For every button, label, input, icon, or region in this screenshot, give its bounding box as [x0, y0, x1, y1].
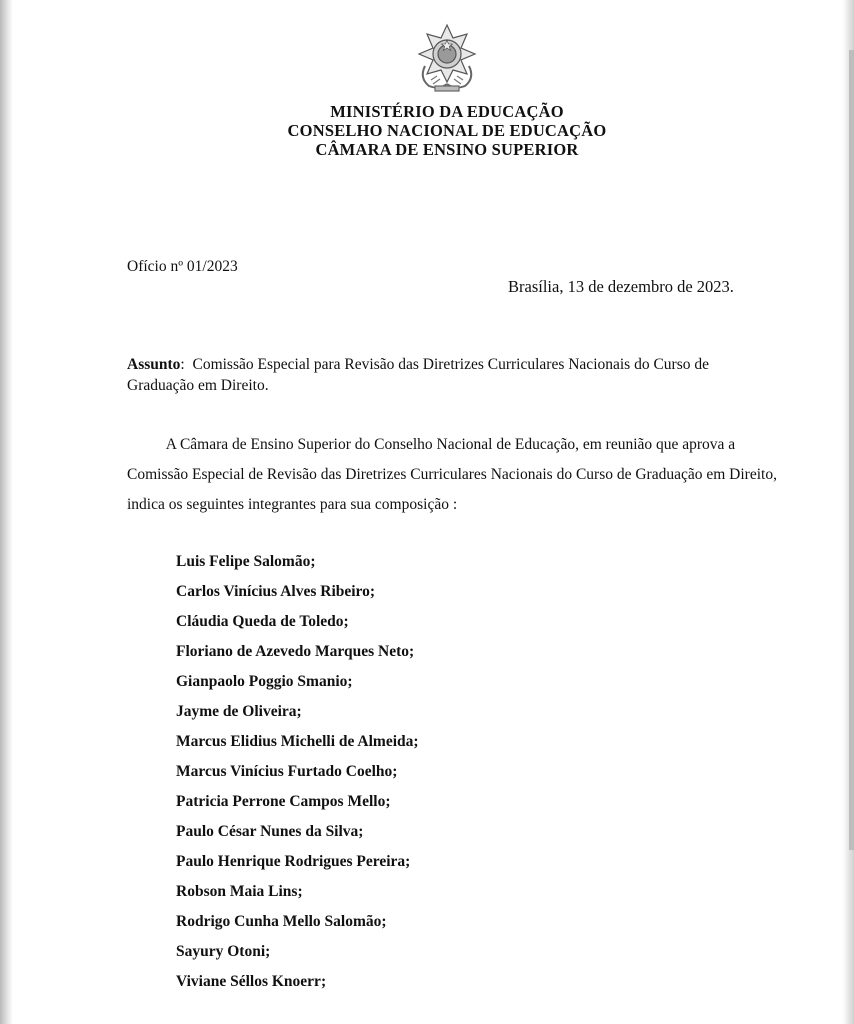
list-item: Robson Maia Lins;: [176, 883, 303, 900]
list-item: Marcus Elidius Michelli de Almeida;: [176, 733, 419, 750]
list-item: Jayme de Oliveira;: [176, 703, 302, 720]
list-item: Carlos Vinícius Alves Ribeiro;: [176, 583, 376, 600]
document-date: Brasília, 13 de dezembro de 2023.: [508, 277, 734, 296]
list-item: Floriano de Azevedo Marques Neto;: [176, 643, 415, 660]
subject-text: Comissão Especial para Revisão das Diretrizes Curriculares Nacionais do Curso de Graduação em Direito.: [127, 356, 710, 394]
brazil-coat-of-arms-icon: [413, 22, 481, 94]
ministry-title: MINISTÉRIO DA EDUCAÇÃO: [330, 102, 564, 121]
oficio-number: Ofício nº 01/2023: [127, 258, 238, 275]
council-title: CONSELHO NACIONAL DE EDUCAÇÃO: [287, 121, 607, 140]
list-item: Paulo César Nunes da Silva;: [176, 823, 364, 840]
chamber-title: CÂMARA DE ENSINO SUPERIOR: [315, 140, 579, 159]
list-item: Sayury Otoni;: [176, 943, 271, 960]
letterhead: [0, 102, 854, 159]
subject: [127, 354, 777, 396]
list-item: Patricia Perrone Campos Mello;: [176, 793, 391, 810]
list-item: Viviane Séllos Knoerr;: [176, 973, 327, 990]
list-item: Rodrigo Cunha Mello Salomão;: [176, 913, 387, 930]
list-item: Luis Felipe Salomão;: [176, 553, 316, 570]
subject-separator: :: [180, 356, 185, 373]
list-item: Gianpaolo Poggio Smanio;: [176, 673, 353, 690]
body-text: A Câmara de Ensino Superior do Conselho Nacional de Educação, em reunião que aprova a Comissão Especial de Revisão das Diretrizes Curriculares Nacionais do Curso de Graduação em Direito, indica os seguintes integrantes para sua composição :: [127, 436, 777, 513]
list-item: Cláudia Queda de Toledo;: [176, 613, 349, 630]
body-paragraph: [127, 430, 777, 520]
list-item: Marcus Vinícius Furtado Coelho;: [176, 763, 398, 780]
members-list: [176, 547, 419, 997]
subject-label: Assunto: [127, 356, 181, 373]
list-item: Paulo Henrique Rodrigues Pereira;: [176, 853, 411, 870]
